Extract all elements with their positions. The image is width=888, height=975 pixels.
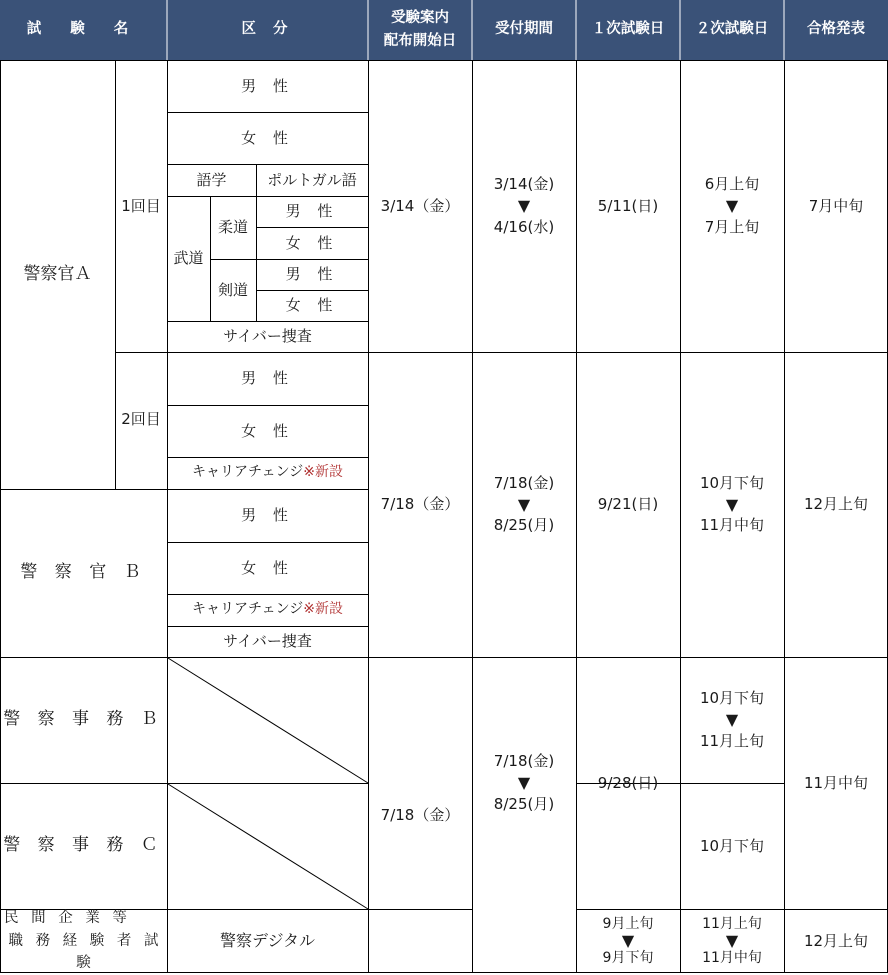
header-reception-period: 受付期間 xyxy=(495,21,553,38)
guide-date-round1: 3/14（金） xyxy=(380,196,460,215)
category-judo-female: 女 性 xyxy=(285,233,339,252)
header-guide-start xyxy=(368,0,472,60)
round-label-2: 2回目 xyxy=(121,410,161,428)
result-round1: 7月中旬 xyxy=(808,196,864,215)
category-police-digital: 警察デジタル xyxy=(219,931,316,950)
second-exam-clerk-c: 10月下旬 xyxy=(699,836,765,855)
category-kendo: 剣道 xyxy=(217,280,248,299)
category-judo: 柔道 xyxy=(217,218,248,237)
reception-end: 8/25(月) xyxy=(493,794,555,813)
career-change-label: キャリアチェンジ xyxy=(192,601,304,618)
reception-start: 7/18(金) xyxy=(493,752,555,771)
category-male: 男 性 xyxy=(241,369,294,388)
second-exam-round1 xyxy=(680,60,784,352)
first-exam-round1: 5/11(日) xyxy=(597,196,659,215)
arrow-down-icon: ▼ xyxy=(517,494,531,514)
category-female: 女 性 xyxy=(241,421,294,440)
reception-end: 8/25(月) xyxy=(493,516,555,535)
category-cyber: サイバー捜査 xyxy=(223,327,312,346)
second-end: 11月上旬 xyxy=(699,731,765,750)
header-guide-line1: 受験案内 xyxy=(391,9,449,26)
guide-date-clerk: 7/18（金） xyxy=(380,805,460,824)
category-female: 女 性 xyxy=(241,558,294,577)
exam-name-police-b: 警 察 官 Ｂ xyxy=(20,562,147,583)
arrow-down-icon: ▼ xyxy=(517,196,531,216)
reception-period-autumn xyxy=(472,352,576,657)
header-category: 区 分 xyxy=(241,21,294,38)
career-change-label: キャリアチェンジ xyxy=(192,464,304,481)
first-start: 9月上旬 xyxy=(602,916,654,933)
header-guide-line2: 配布開始日 xyxy=(383,33,457,49)
arrow-down-icon: ▼ xyxy=(725,931,739,951)
second-exam-private xyxy=(680,909,784,973)
first-exam-autumn: 9/21(日) xyxy=(597,495,659,514)
arrow-down-icon: ▼ xyxy=(725,196,739,216)
result-private: 12月上旬 xyxy=(803,931,869,950)
result-autumn: 12月上旬 xyxy=(803,495,869,514)
round-label-1: 1回目 xyxy=(121,196,161,215)
category-budo: 武道 xyxy=(173,249,204,268)
exam-name-private-sector xyxy=(0,909,167,973)
new-badge: ※新設 xyxy=(303,464,343,481)
result-clerk: 11月中旬 xyxy=(803,773,869,792)
new-badge: ※新設 xyxy=(303,601,343,618)
category-female: 女 性 xyxy=(241,128,294,147)
arrow-down-icon: ▼ xyxy=(725,494,739,514)
reception-start: 3/14(金) xyxy=(493,175,555,194)
reception-end: 4/16(水) xyxy=(493,217,555,236)
header-second-exam-date: ２次試験日 xyxy=(695,21,769,38)
second-exam-autumn xyxy=(680,352,784,657)
second-exam-clerk-b xyxy=(680,657,784,783)
exam-name-clerk-c: 警 察 事 務 Ｃ xyxy=(3,835,164,856)
category-kendo-female: 女 性 xyxy=(285,296,339,315)
first-exam-private xyxy=(576,909,680,973)
header-exam-name: 試 験 名 xyxy=(26,21,141,38)
second-end: 11月中旬 xyxy=(699,516,765,535)
arrow-down-icon: ▼ xyxy=(621,931,635,951)
header-first-exam-date: １次試験日 xyxy=(591,21,665,38)
category-portuguese: ポルトガル語 xyxy=(267,170,357,189)
first-end: 9月下旬 xyxy=(602,949,654,966)
category-language: 語学 xyxy=(196,170,227,189)
reception-period-round1 xyxy=(472,60,576,352)
arrow-down-icon: ▼ xyxy=(725,710,739,730)
second-start: 6月上旬 xyxy=(704,175,760,194)
private-name-line1: 民 間 企 業 等 xyxy=(4,910,131,927)
reception-start: 7/18(金) xyxy=(493,473,555,492)
category-judo-male: 男 性 xyxy=(285,202,339,221)
second-end: 7月上旬 xyxy=(704,217,760,236)
category-kendo-male: 男 性 xyxy=(285,265,339,284)
second-start: 10月下旬 xyxy=(699,473,765,492)
exam-name-police-a: 警察官Ａ xyxy=(23,263,92,284)
header-result-date: 合格発表 xyxy=(807,21,865,38)
second-end: 11月中旬 xyxy=(702,949,762,966)
second-start: 10月下旬 xyxy=(699,689,765,708)
second-start: 11月上旬 xyxy=(702,916,762,933)
category-cyber: サイバー捜査 xyxy=(223,632,312,651)
arrow-down-icon: ▼ xyxy=(517,773,531,793)
private-name-line2: 職 務 経 験 者 試 験 xyxy=(8,932,163,972)
first-exam-clerk: 9/28(日) xyxy=(597,773,659,792)
category-career-change xyxy=(167,457,368,489)
guide-date-autumn: 7/18（金） xyxy=(380,495,460,514)
category-career-change xyxy=(167,594,368,626)
category-male: 男 性 xyxy=(241,76,294,95)
reception-period-clerk xyxy=(472,657,576,909)
category-male: 男 性 xyxy=(241,506,294,525)
exam-name-clerk-b: 警 察 事 務 Ｂ xyxy=(3,709,164,730)
